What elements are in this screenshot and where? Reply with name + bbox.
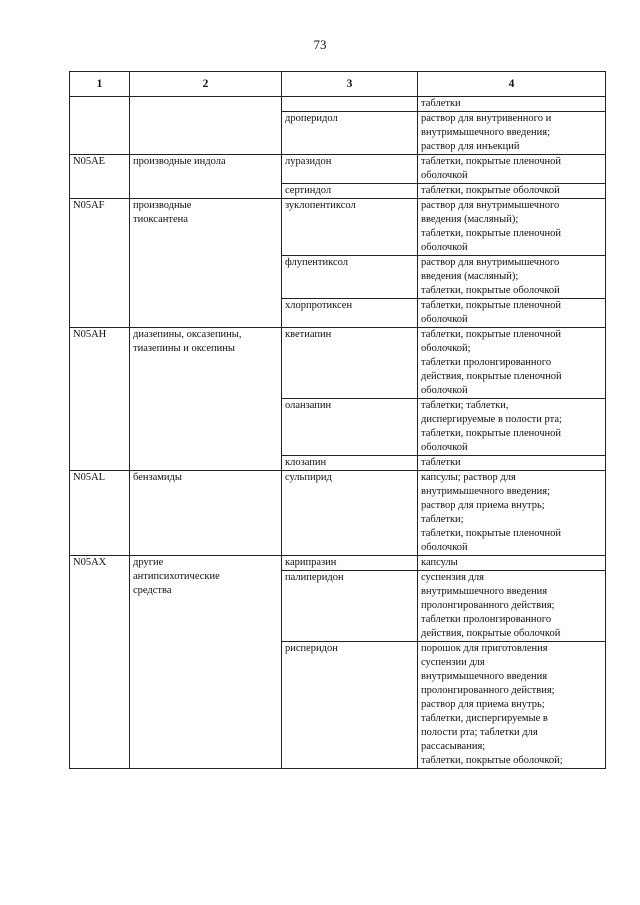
- atc-code-cell: N05AE: [70, 155, 130, 199]
- table-row: [70, 199, 606, 256]
- drug-name-cell: флупентиксол: [282, 256, 418, 299]
- drug-name-cell: оланзапин: [282, 399, 418, 456]
- drug-name-cell: дроперидол: [282, 112, 418, 155]
- atc-code-cell: [70, 97, 130, 155]
- drug-name-cell: сульпирид: [282, 471, 418, 556]
- dosage-forms-cell: капсулы: [418, 556, 606, 571]
- group-name-cell: другие антипсихотические средства: [130, 556, 282, 769]
- header-row: [70, 72, 606, 97]
- atc-code-cell: N05AX: [70, 556, 130, 769]
- dosage-forms-cell: капсулы; раствор для внутримышечного введения; раствор для приема внутрь; таблетки; таблетки, покрытые пленочной оболочкой: [418, 471, 606, 556]
- group-name-cell: производные тиоксантена: [130, 199, 282, 328]
- dosage-forms-cell: порошок для приготовления суспензии для внутримышечного введения пролонгированного действия; раствор для приема внутрь; таблетки, диспергируемые в полости рта; таблетки для рассасывания; таблетки, покрытые оболочкой;: [418, 642, 606, 769]
- atc-code-cell: N05AF: [70, 199, 130, 328]
- table-row: [70, 155, 606, 184]
- drug-name-cell: луразидон: [282, 155, 418, 184]
- group-name-cell: производные индола: [130, 155, 282, 199]
- dosage-forms-cell: раствор для внутримышечного введения (масляный); таблетки, покрытые пленочной оболочкой: [418, 199, 606, 256]
- table-row: [70, 556, 606, 571]
- drug-name-cell: кветиапин: [282, 328, 418, 399]
- group-name-cell: бензамиды: [130, 471, 282, 556]
- column-header-code: 1: [70, 72, 130, 97]
- table-row: [70, 97, 606, 112]
- dosage-forms-cell: раствор для внутривенного и внутримышечного введения; раствор для инъекций: [418, 112, 606, 155]
- drug-name-cell: хлорпротиксен: [282, 299, 418, 328]
- column-header-forms: 4: [418, 72, 606, 97]
- drug-name-cell: рисперидон: [282, 642, 418, 769]
- group-name-cell: [130, 97, 282, 155]
- drug-name-cell: палиперидон: [282, 571, 418, 642]
- table-body: [70, 97, 606, 769]
- drug-classification-table: [69, 71, 606, 769]
- atc-code-cell: N05AL: [70, 471, 130, 556]
- drug-name-cell: клозапин: [282, 456, 418, 471]
- column-header-group: 2: [130, 72, 282, 97]
- atc-code-cell: N05AH: [70, 328, 130, 471]
- dosage-forms-cell: таблетки; таблетки, диспергируемые в полости рта; таблетки, покрытые пленочной оболочкой: [418, 399, 606, 456]
- dosage-forms-cell: таблетки, покрытые пленочной оболочкой: [418, 155, 606, 184]
- drug-name-cell: карипразин: [282, 556, 418, 571]
- dosage-forms-cell: таблетки, покрытые пленочной оболочкой: [418, 299, 606, 328]
- page-number: 73: [313, 37, 327, 52]
- table-row: [70, 471, 606, 556]
- drug-name-cell: зуклопентиксол: [282, 199, 418, 256]
- group-name-cell: диазепины, оксазепины, тиазепины и оксепины: [130, 328, 282, 471]
- dosage-forms-cell: таблетки: [418, 97, 606, 112]
- dosage-forms-cell: таблетки: [418, 456, 606, 471]
- drug-name-cell: [282, 97, 418, 112]
- dosage-forms-cell: таблетки, покрытые пленочной оболочкой; таблетки пролонгированного действия, покрытые пленочной оболочкой: [418, 328, 606, 399]
- dosage-forms-cell: раствор для внутримышечного введения (масляный); таблетки, покрытые оболочкой: [418, 256, 606, 299]
- column-header-drug: 3: [282, 72, 418, 97]
- dosage-forms-cell: таблетки, покрытые оболочкой: [418, 184, 606, 199]
- dosage-forms-cell: суспензия для внутримышечного введения пролонгированного действия; таблетки пролонгированного действия, покрытые оболочкой: [418, 571, 606, 642]
- drug-name-cell: сертиндол: [282, 184, 418, 199]
- table-row: [70, 328, 606, 399]
